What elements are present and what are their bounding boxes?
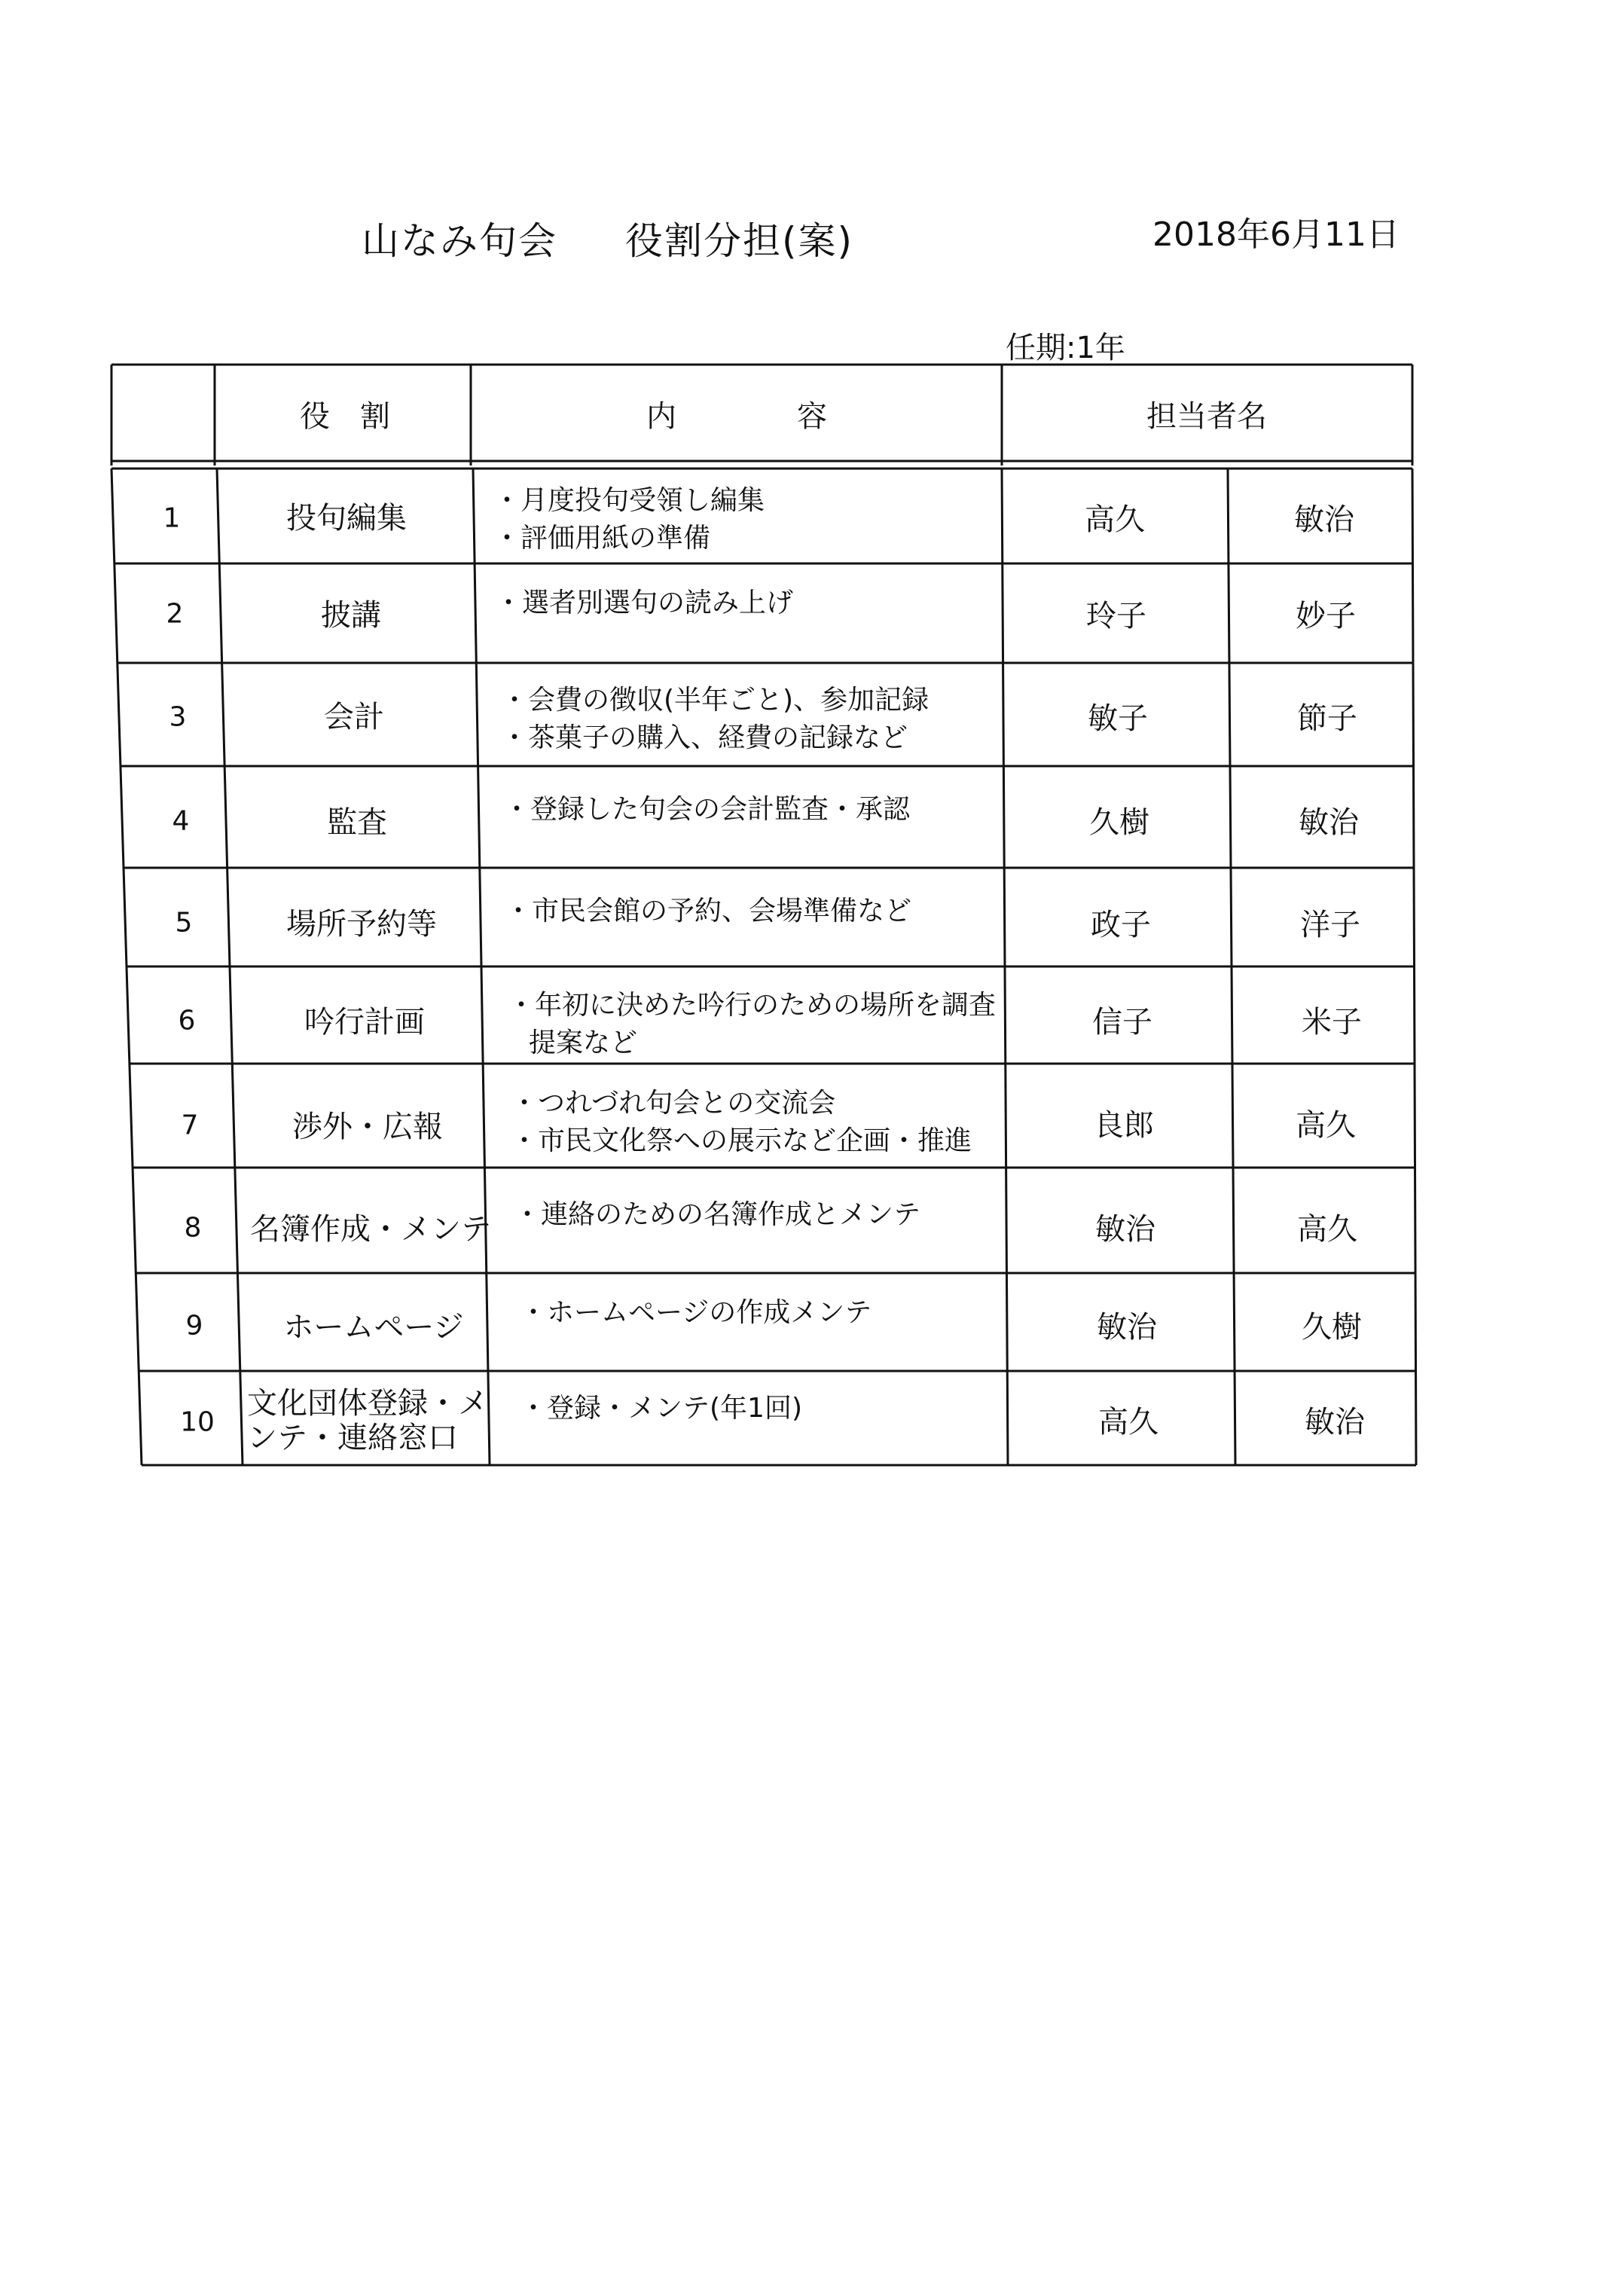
row-7-content-line-2: ・市民文化祭への展示など企画・推進 bbox=[511, 1125, 972, 1157]
row-3-content bbox=[501, 682, 929, 758]
row-3-role: 会計 bbox=[324, 700, 384, 734]
row-6-content-line-1: ・年初に決めた吟行のための場所を調査 bbox=[508, 990, 997, 1021]
club-name: 山なみ句会 bbox=[362, 219, 557, 263]
row-7-number: 7 bbox=[181, 1110, 199, 1141]
row-6-person-1: 信子 bbox=[1092, 1005, 1152, 1040]
row-5-content bbox=[505, 893, 911, 930]
row-1-person-1: 高久 bbox=[1085, 502, 1145, 537]
row-4-number: 4 bbox=[172, 805, 190, 837]
title-role-assignment: 役割分担(案) bbox=[625, 219, 854, 263]
row-1-number: 1 bbox=[163, 502, 181, 534]
row-4-person-2: 敏治 bbox=[1299, 805, 1359, 840]
row-10-role-line-1: 文化団体登録・メ bbox=[247, 1386, 488, 1421]
row-4-person-1: 久樹 bbox=[1089, 805, 1149, 840]
document-date: 2018年6月11日 bbox=[1152, 215, 1400, 254]
row-2-number: 2 bbox=[166, 598, 184, 630]
row-1-person-2: 敏治 bbox=[1294, 502, 1354, 537]
row-5-content-line-1: ・市民会館の予約、会場準備など bbox=[505, 896, 912, 927]
row-3-content-line-1: ・会費の徴収(半年ごと)、参加記録 bbox=[501, 685, 930, 716]
row-3-number: 3 bbox=[169, 701, 187, 733]
row-5-person-2: 洋子 bbox=[1300, 908, 1360, 942]
row-7-person-2: 高久 bbox=[1296, 1108, 1356, 1143]
row-10-role bbox=[247, 1386, 488, 1455]
row-5-role: 場所予約等 bbox=[286, 907, 437, 942]
row-7-role: 渉外・広報 bbox=[292, 1110, 443, 1144]
row-6-content-line-2: 提案など bbox=[529, 1027, 638, 1059]
row-1-content bbox=[493, 482, 765, 558]
row-7-content-line-1: ・つれづれ句会との交流会 bbox=[511, 1088, 836, 1119]
column-header-role: 役 割 bbox=[300, 399, 390, 434]
row-10-content-line-1: ・登録・メンテ(年1回) bbox=[520, 1393, 802, 1424]
row-6-person-2: 米子 bbox=[1302, 1005, 1362, 1040]
row-2-person-2: 妙子 bbox=[1296, 599, 1356, 634]
row-1-content-line-2: ・評価用紙の準備 bbox=[493, 523, 711, 554]
row-10-role-line-2: ンテ・連絡窓口 bbox=[247, 1421, 458, 1455]
row-3-content-line-2: ・茶菓子の購入、経費の記録など bbox=[501, 722, 908, 754]
row-7-person-1: 良郎 bbox=[1094, 1108, 1154, 1143]
row-6-role: 吟行計画 bbox=[304, 1005, 425, 1040]
row-9-person-1: 敏治 bbox=[1097, 1310, 1157, 1345]
row-4-content bbox=[503, 791, 910, 829]
row-9-number: 9 bbox=[185, 1310, 203, 1342]
row-8-person-2: 高久 bbox=[1297, 1212, 1357, 1247]
row-8-content bbox=[514, 1196, 920, 1234]
row-5-number: 5 bbox=[175, 907, 193, 939]
row-10-person-1: 高久 bbox=[1098, 1405, 1158, 1440]
row-3-person-2: 節子 bbox=[1297, 701, 1357, 736]
row-10-person-2: 敏治 bbox=[1305, 1405, 1365, 1440]
row-2-role: 披講 bbox=[321, 598, 381, 633]
term-label: 任期:1年 bbox=[1006, 331, 1125, 365]
row-5-person-1: 政子 bbox=[1091, 908, 1151, 942]
row-7-content bbox=[511, 1085, 972, 1161]
row-10-content bbox=[520, 1390, 802, 1427]
row-3-person-1: 敏子 bbox=[1088, 701, 1148, 736]
row-1-content-line-1: ・月度投句受領し編集 bbox=[493, 485, 765, 516]
row-4-role: 監査 bbox=[327, 805, 387, 840]
row-9-content bbox=[520, 1294, 872, 1332]
row-2-content bbox=[495, 585, 793, 622]
row-6-content bbox=[508, 987, 996, 1063]
column-header-persons: 担当者名 bbox=[1146, 399, 1267, 434]
row-9-content-line-1: ・ホームページの作成メンテ bbox=[520, 1297, 872, 1328]
row-9-role: ホームページ bbox=[283, 1310, 464, 1345]
row-8-role: 名簿作成・メンテ bbox=[250, 1212, 491, 1247]
column-header-content: 内 容 bbox=[646, 399, 827, 434]
row-10-number: 10 bbox=[180, 1406, 215, 1438]
row-8-person-1: 敏治 bbox=[1095, 1212, 1155, 1247]
row-8-number: 8 bbox=[184, 1212, 202, 1244]
row-4-content-line-1: ・登録した句会の会計監査・承認 bbox=[503, 794, 911, 825]
row-1-role: 投句編集 bbox=[286, 501, 407, 536]
row-2-content-line-1: ・選者別選句の読み上げ bbox=[495, 588, 794, 618]
row-8-content-line-1: ・連絡のための名簿作成とメンテ bbox=[514, 1199, 921, 1230]
row-2-person-1: 玲子 bbox=[1086, 599, 1146, 634]
row-9-person-2: 久樹 bbox=[1302, 1310, 1362, 1345]
row-6-number: 6 bbox=[178, 1005, 196, 1037]
